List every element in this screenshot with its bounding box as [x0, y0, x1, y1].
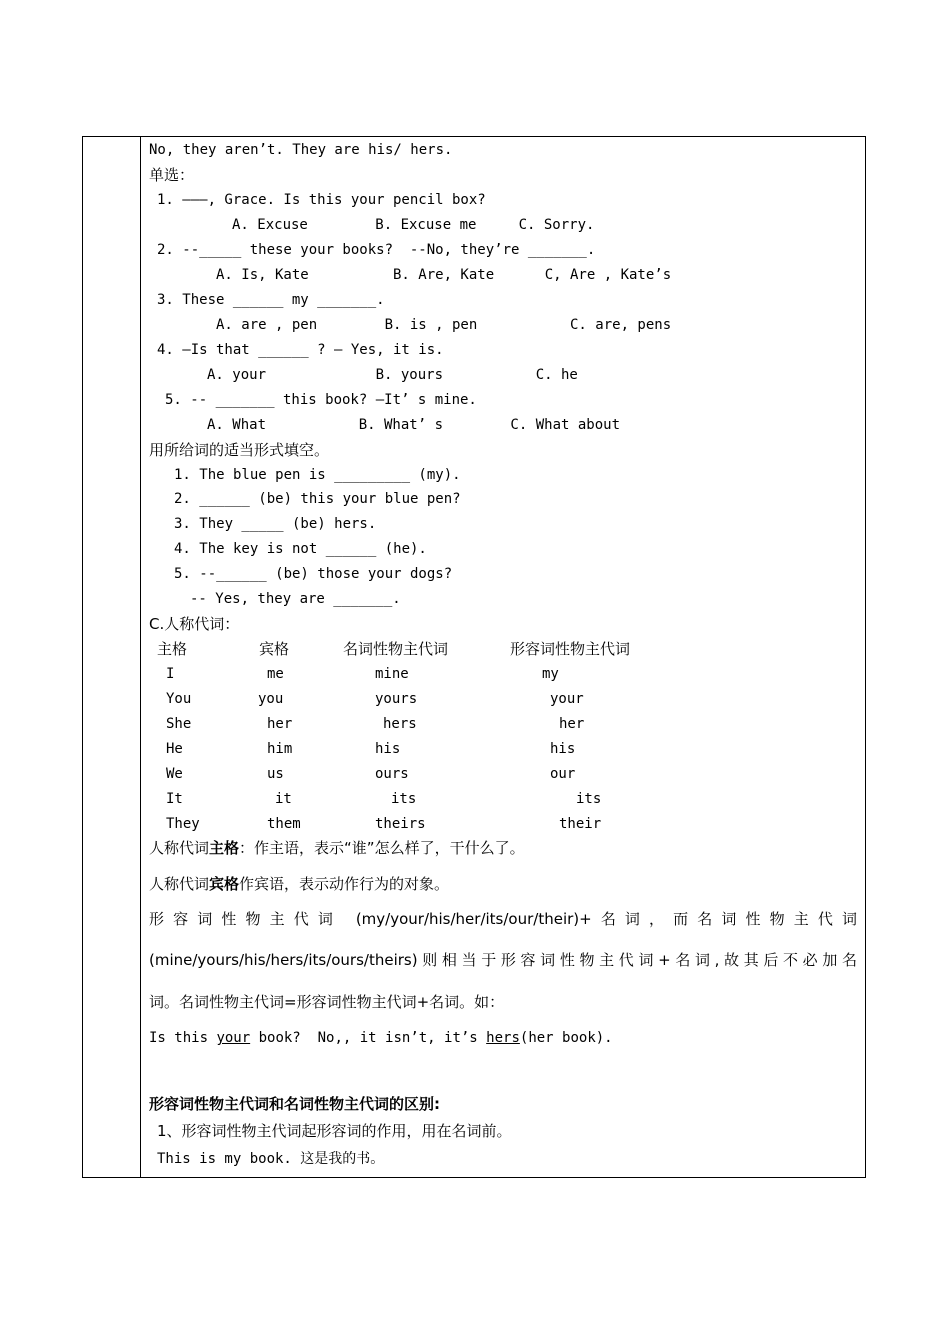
fill-in-heading: 用所给词的适当形式填空。 — [149, 441, 330, 459]
question-1: 1. ———, Grace. Is this your pencil box? — [157, 192, 486, 208]
answer-line: No, they aren’t. They are his/ hers. — [149, 142, 453, 158]
fill-1: 1. The blue pen is _________ (my). — [174, 467, 461, 483]
table-cell: its — [391, 791, 417, 807]
difference-heading: 形容词性物主代词和名词性物主代词的区别: — [149, 1095, 441, 1113]
example-text: (her book). — [519, 1030, 613, 1046]
table-cell: hers — [383, 716, 417, 732]
fill-3: 3. They _____ (be) hers. — [174, 516, 377, 532]
subject-case-note — [149, 838, 525, 858]
table-cell: you — [258, 691, 284, 707]
table-cell: us — [267, 766, 284, 782]
table-cell: your — [550, 691, 584, 707]
table-cell: theirs — [375, 816, 426, 832]
table-cell: its — [576, 791, 602, 807]
table-cell: I — [166, 666, 175, 682]
table-cell: ours — [375, 766, 409, 782]
table-cell: it — [275, 791, 292, 807]
note-text: 作宾语，表示动作行为的对象。 — [239, 875, 450, 893]
question-4: 4. –Is that ______ ? – Yes, it is. — [157, 342, 444, 358]
example-text: book? No,, it isn’t, it’s — [250, 1030, 487, 1046]
table-cell: their — [559, 816, 602, 832]
table-cell: yours — [375, 691, 418, 707]
table-header: 主格 — [157, 640, 188, 658]
table-cell: her — [267, 716, 293, 732]
question-4-options: A. your B. yours C. he — [207, 367, 578, 383]
example-underlined: hers — [486, 1030, 520, 1046]
table-cell: mine — [375, 666, 409, 682]
single-choice-heading: 单选： — [149, 166, 195, 184]
question-5-options: A. What B. What’ s C. What about — [207, 417, 621, 433]
table-cell: He — [166, 741, 183, 757]
question-3: 3. These ______ my _______. — [157, 292, 385, 308]
table-cell: his — [375, 741, 401, 757]
table-cell: It — [166, 791, 183, 807]
fill-4: 4. The key is not ______ (he). — [174, 541, 427, 557]
fill-5: 5. --______ (be) those your dogs? — [174, 566, 453, 582]
fill-2: 2. ______ (be) this your blue pen? — [174, 491, 461, 507]
note-text: ：作主语，表示“谁”怎么样了，干什么了。 — [239, 839, 525, 857]
example-underlined: your — [216, 1030, 251, 1046]
question-1-options: A. Excuse B. Excuse me C. Sorry. — [232, 217, 595, 233]
example-text: Is this — [149, 1030, 217, 1046]
table-cell: me — [267, 666, 284, 682]
explanation-line-3: 词。名词性物主代词=形容词性物主代词+名词。如： — [149, 993, 505, 1011]
object-case-note — [149, 874, 449, 894]
table-cell: her — [559, 716, 585, 732]
table-cell: our — [550, 766, 576, 782]
question-3-options: A. are , pen B. is , pen C. are, pens — [216, 317, 672, 333]
note-text: 人称代词 — [149, 839, 210, 857]
column-divider — [140, 136, 141, 1178]
table-cell: them — [267, 816, 301, 832]
table-cell: We — [166, 766, 183, 782]
difference-example-1: This is my book. 这是我的书。 — [157, 1151, 385, 1167]
table-header: 名词性物主代词 — [343, 640, 449, 658]
table-cell: You — [166, 691, 192, 707]
table-header: 宾格 — [259, 640, 290, 658]
note-text: 人称代词 — [149, 875, 210, 893]
table-cell: him — [267, 741, 293, 757]
table-cell: They — [166, 816, 200, 832]
explanation-line-2: (mine/yours/his/hers/its/ours/theirs)则相当于形容词性物主代词+名词,故其后不必加名 — [149, 951, 857, 969]
note-bold-term: 宾格 — [209, 875, 240, 893]
fill-5-answer: -- Yes, they are _______. — [190, 591, 401, 607]
question-5: 5. -- _______ this book? –It’ s mine. — [165, 392, 477, 408]
explanation-line-1: 形容词性物主代词 (my/your/his/her/its/our/their)+名词，而名词性物主代词 — [149, 910, 857, 928]
table-cell: She — [166, 716, 192, 732]
pronoun-heading: C.人称代词： — [149, 615, 240, 633]
question-2-options: A. Is, Kate B. Are, Kate C, Are , Kate’s — [216, 267, 672, 283]
table-cell: his — [550, 741, 576, 757]
example-sentence — [149, 1028, 613, 1048]
table-cell: my — [542, 666, 559, 682]
question-2: 2. --_____ these your books? --No, they’re _______. — [157, 242, 596, 258]
difference-point-1: 1、形容词性物主代词起形容词的作用，用在名词前。 — [157, 1122, 512, 1140]
table-header: 形容词性物主代词 — [510, 640, 631, 658]
note-bold-term: 主格 — [209, 839, 240, 857]
